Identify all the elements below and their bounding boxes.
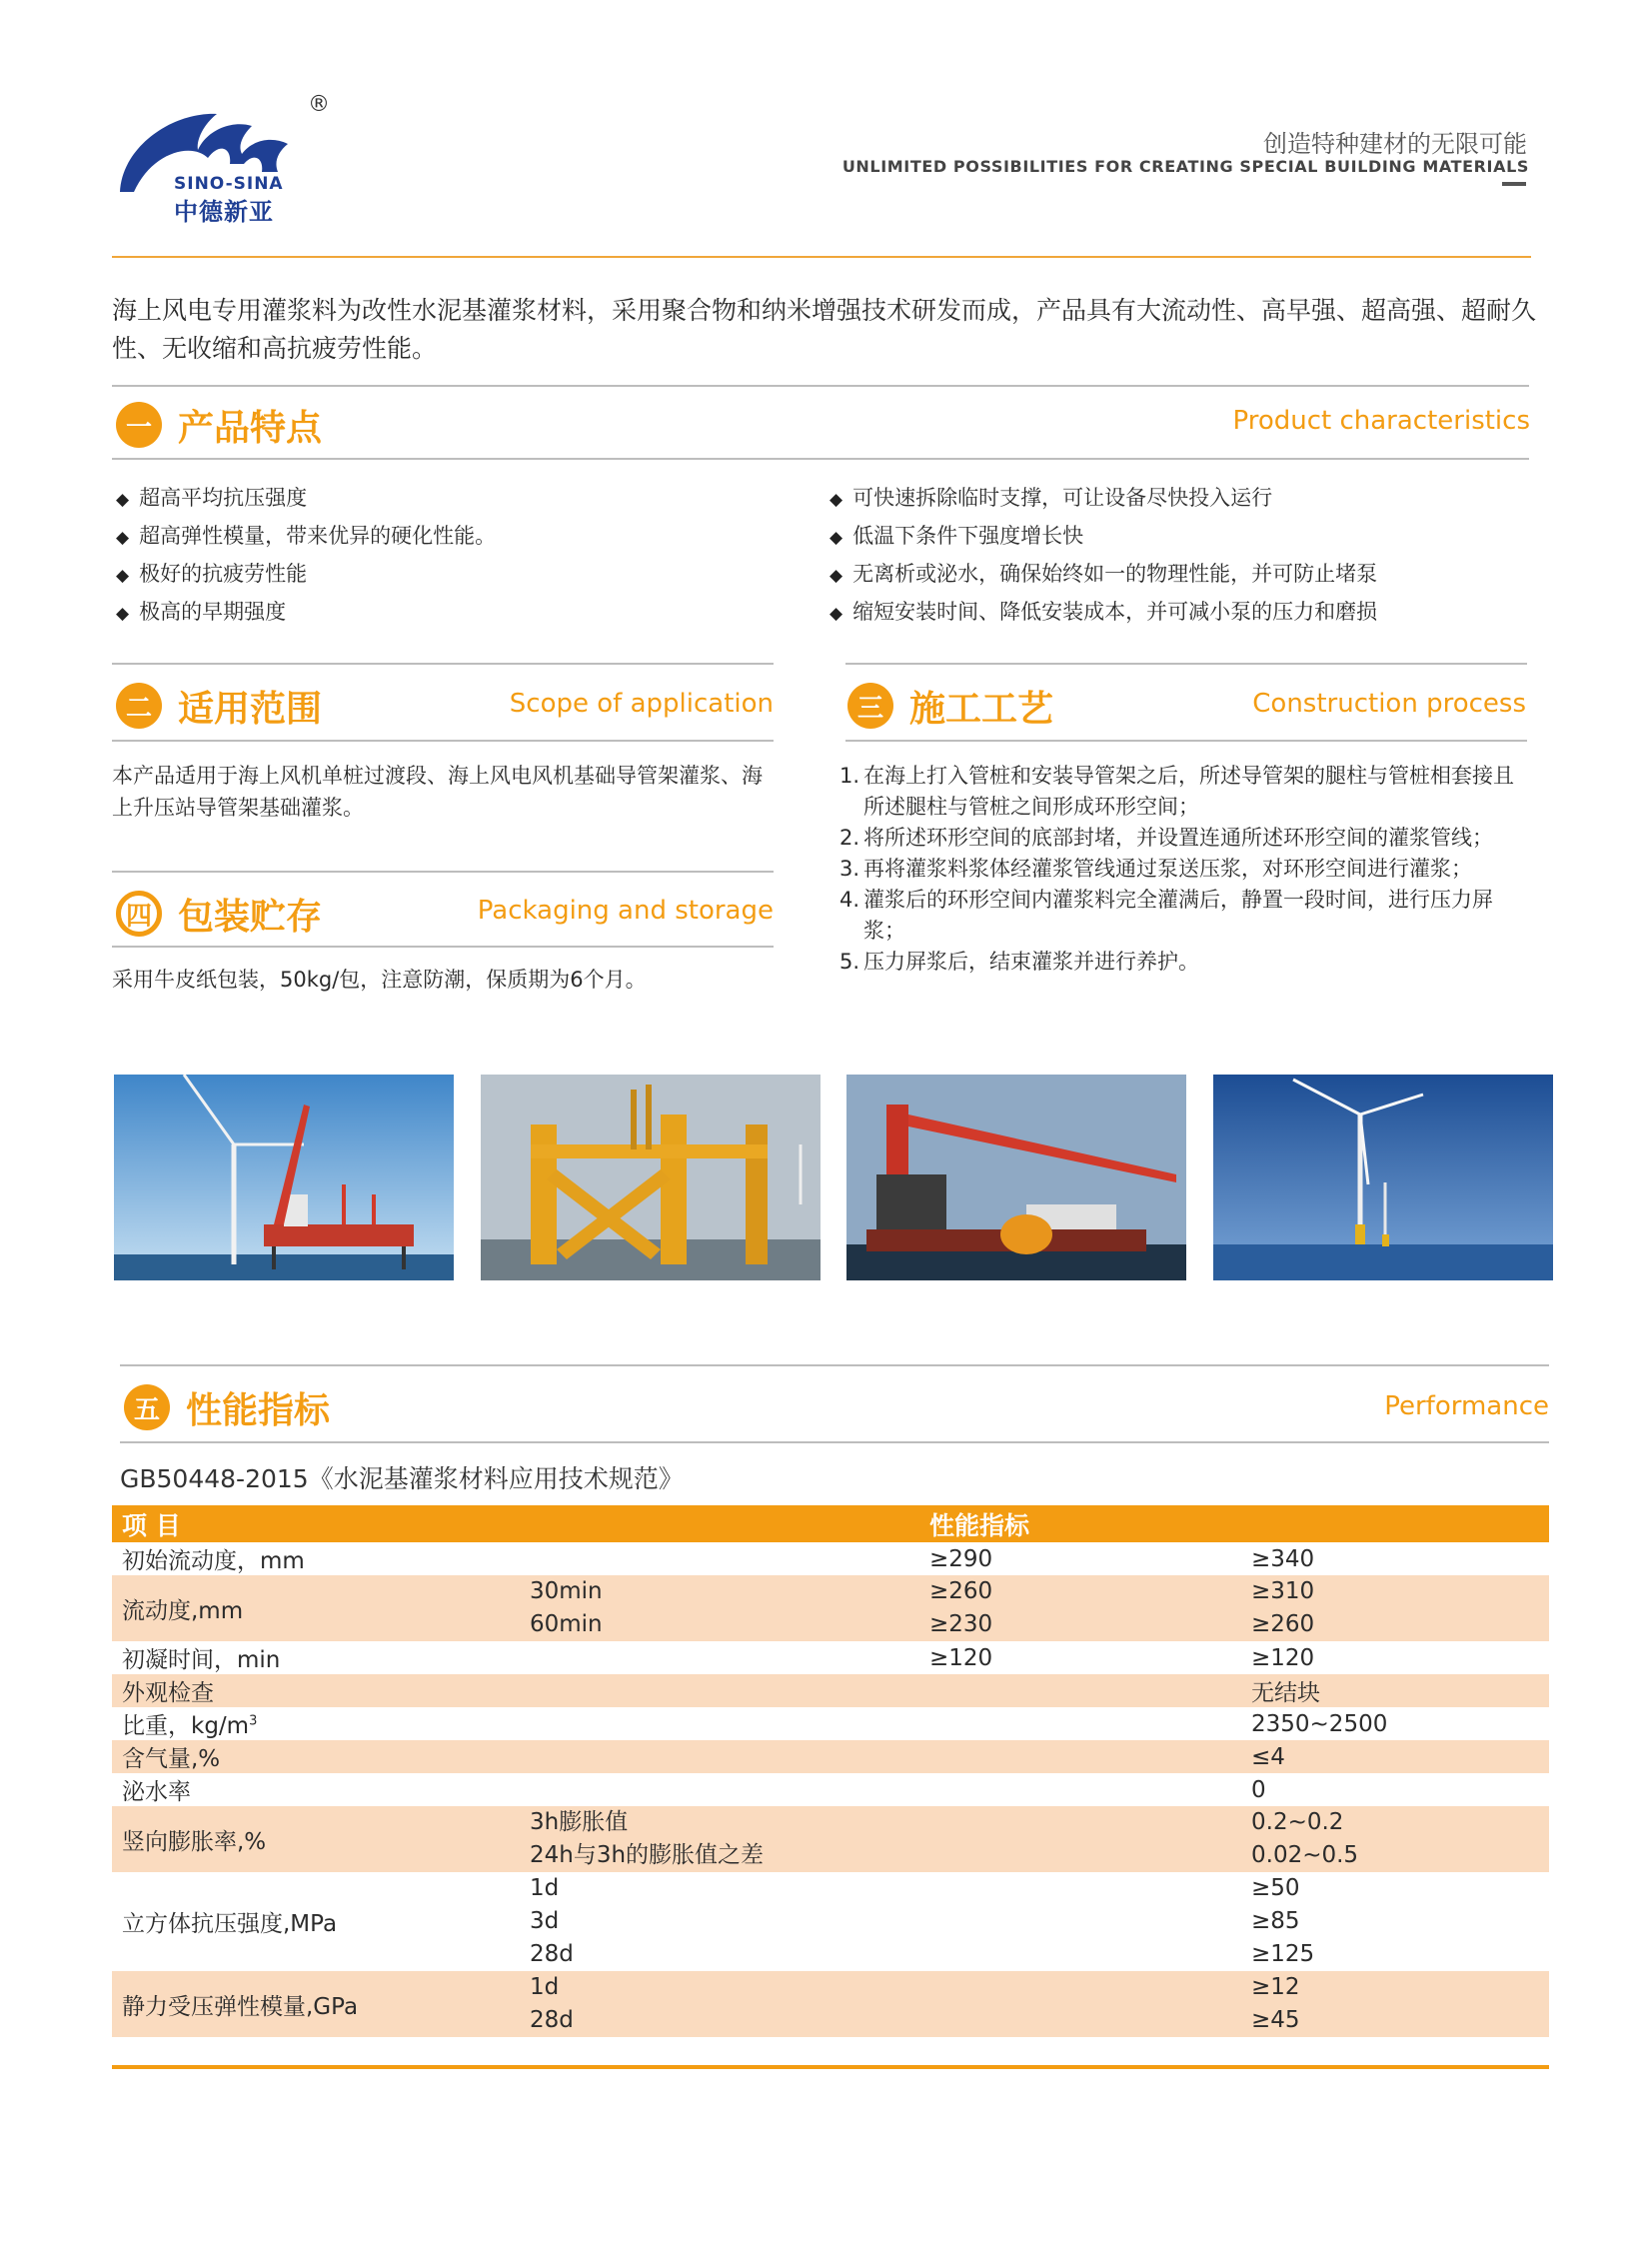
table-row: 比重，$kg/m^3$ 2350~2500 — [122, 1710, 1388, 1739]
sec2-title: 适用范围 — [178, 689, 323, 730]
sec4-bottom-rule — [112, 946, 774, 948]
list-item: 5. 压力屏浆后，结束灌浆并进行养护。 — [839, 950, 1199, 974]
list-item: 4. 灌浆后的环形空间内灌浆料完全灌满后，静置一段时间，进行压力屏浆； — [839, 888, 1493, 943]
photo-jacket-foundation — [481, 1075, 821, 1280]
sec3-steps — [839, 761, 1519, 978]
sec1-number-badge: 一 — [116, 402, 162, 448]
slogan-en: UNLIMITED POSSIBILITIES FOR CREATING SPECIAL BUILDING MATERIALS — [841, 157, 1529, 176]
list-item: ◆ 可快速拆除临时支撑，可让设备尽快投入运行 — [829, 480, 1377, 518]
sec5-title: 性能指标 — [186, 1390, 331, 1431]
list-item: 1. 在海上打入管桩和安装导管架之后，所述导管架的腿柱与管桩相套接且所述腿柱与管桩之间形成环形空间； — [839, 764, 1514, 819]
sec1-left-list — [116, 480, 496, 632]
sec4-top-rule — [112, 871, 774, 873]
table-row: 立方体抗压强度,MPa 1d 3d 28d ≥50 ≥85 ≥125 — [122, 1875, 1315, 1967]
logo-text-cn: 中德新亚 — [174, 198, 274, 226]
sec4-title-en: Packaging and storage — [477, 896, 774, 926]
table-row: 外观检查 无结块 — [112, 1674, 1549, 1707]
table-row: 初始流动度，mm ≥290 ≥340 — [122, 1545, 1315, 1574]
list-item: ◆ 极高的早期强度 — [116, 594, 496, 632]
sec4-number-badge: 四 — [116, 891, 162, 937]
table-bottom-rule — [112, 2065, 1549, 2069]
sec3-number-badge: 三 — [847, 683, 893, 729]
photo-installation-vessel — [114, 1075, 454, 1280]
list-item: 2. 将所述环形空间的底部封堵，并设置连通所述环形空间的灌浆管线； — [839, 826, 1493, 850]
logo-text-en: SINO-SINA — [174, 174, 284, 194]
sec4-title: 包装贮存 — [178, 897, 323, 938]
standard-reference: GB50448-2015《水泥基灌浆材料应用技术规范》 — [120, 1464, 684, 1493]
list-item: ◆ 极好的抗疲劳性能 — [116, 556, 496, 594]
sec2-title-en: Scope of application — [509, 689, 774, 719]
table-row: 静力受压弹性模量,GPa 1d 28d ≥12 ≥45 — [112, 1971, 1549, 2037]
table-row: 初凝时间，min ≥120 ≥120 — [122, 1644, 1315, 1673]
sec5-number-badge: 五 — [124, 1384, 170, 1430]
table-row: 泌水率 0 — [122, 1776, 1266, 1805]
sec2-bottom-rule — [112, 740, 774, 742]
sec3-top-rule — [845, 663, 1527, 665]
sec3-title-en: Construction process — [1252, 689, 1526, 719]
table-header-row — [112, 1505, 1549, 1542]
intro-text: 海上风电专用灌浆料为改性水泥基灌浆材料，采用聚合物和纳米增强技术研发而成，产品具有大流动性、高早强、超高强、超耐久性、无收缩和高抗疲劳性能。 — [112, 296, 1537, 363]
sec1-title-en: Product characteristics — [1232, 406, 1530, 436]
list-item: ◆ 超高平均抗压强度 — [116, 480, 496, 518]
header-divider — [112, 256, 1531, 258]
sec5-top-rule — [120, 1364, 1549, 1366]
performance-table — [112, 1505, 1549, 2037]
list-item: 3. 再将灌浆料浆体经灌浆管线通过泵送压浆，对环形空间进行灌浆； — [839, 857, 1472, 881]
slogan-underline — [1502, 182, 1526, 186]
registered-mark: ® — [308, 92, 330, 117]
header-performance: 性能指标 — [919, 1505, 1241, 1542]
list-item: ◆ 超高弹性模量，带来优异的硬化性能。 — [116, 518, 496, 556]
brand-logo — [112, 92, 342, 226]
table-row: 流动度,mm 30min 60min ≥260 ≥230 ≥310 ≥260 — [112, 1575, 1549, 1641]
slogan-cn: 创造特种建材的无限可能 — [1263, 130, 1527, 158]
table-row: 竖向膨胀率,% 3h膨胀值 24h与3h的膨胀值之差 0.2~0.2 0.02~0.5 — [112, 1806, 1549, 1872]
list-item: ◆ 缩短安装时间、降低安装成本，并可减小泵的压力和磨损 — [829, 594, 1377, 632]
photo-wind-turbines — [1213, 1075, 1553, 1280]
sec3-bottom-rule — [845, 740, 1527, 742]
photo-crane-barge — [846, 1075, 1186, 1280]
sec5-bottom-rule — [120, 1441, 1549, 1443]
sec5-title-en: Performance — [1384, 1391, 1549, 1421]
sec4-text: 采用牛皮纸包装，50kg/包，注意防潮，保质期为6个月。 — [112, 968, 647, 992]
sec1-top-rule — [112, 385, 1529, 387]
list-item: ◆ 无离析或泌水，确保始终如一的物理性能，并可防止堵泵 — [829, 556, 1377, 594]
table-row: 含气量,% ≤4 — [112, 1740, 1549, 1773]
sec3-title: 施工工艺 — [909, 689, 1054, 730]
sec1-title: 产品特点 — [178, 408, 323, 449]
list-item: ◆ 低温下条件下强度增长快 — [829, 518, 1377, 556]
sec1-right-list — [829, 480, 1377, 632]
sec2-top-rule — [112, 663, 774, 665]
sec2-number-badge: 二 — [116, 683, 162, 729]
sec1-bottom-rule — [112, 458, 1529, 460]
sec2-text: 本产品适用于海上风机单桩过渡段、海上风电风机基础导管架灌浆、海上升压站导管架基础灌浆。 — [112, 764, 763, 820]
header-item: 项 目 — [112, 1505, 520, 1542]
